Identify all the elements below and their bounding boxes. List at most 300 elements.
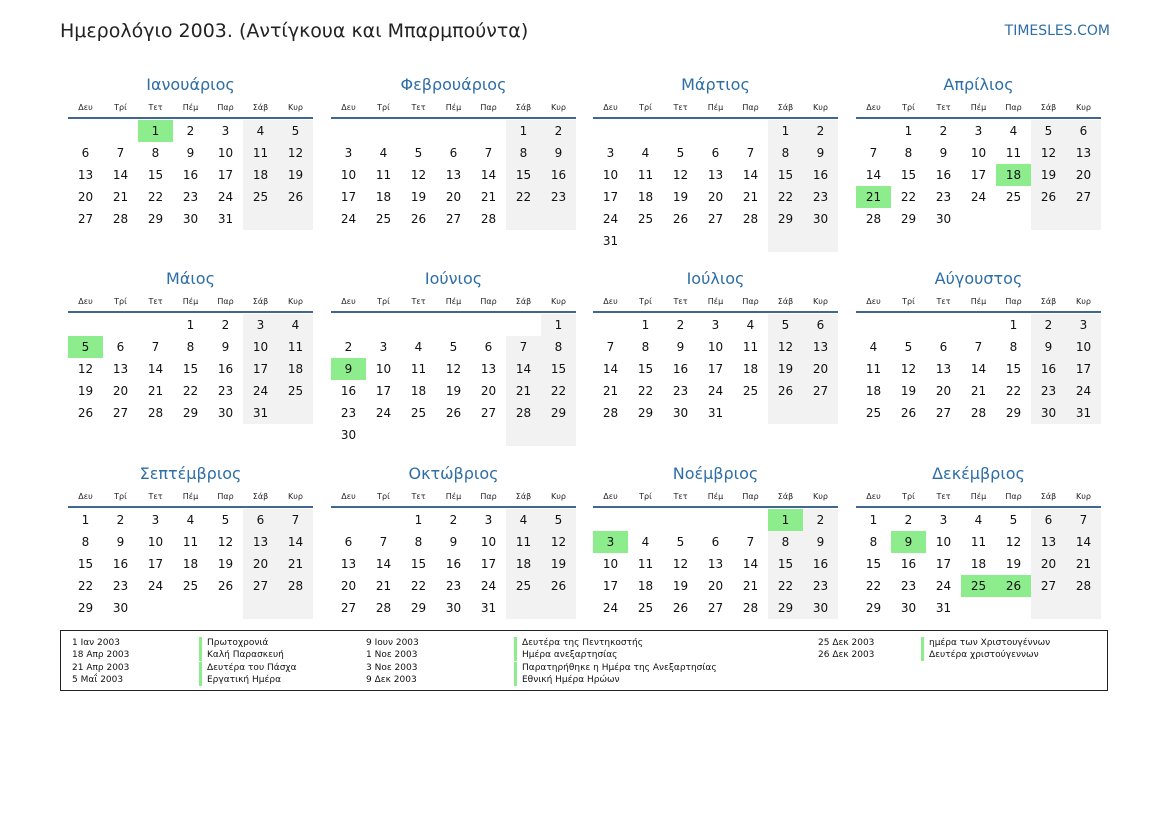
day-cell: 15 [900,168,917,182]
day-cell: 28 [865,212,882,226]
day-cell: 6 [711,146,720,160]
day-cell: 2 [803,120,838,142]
month-calendar [68,72,313,230]
day-cell: 6 [711,535,720,549]
day-cell: 13 [935,362,952,376]
day-cell: 10 [707,340,724,354]
page-title: Ημερολόγιο 2003. (Αντίγκουα και Μπαρμπούντα) [60,20,529,42]
day-cell: 26 [1031,186,1066,208]
holiday-name: Εθνική Ημέρα Ηρώων [514,674,620,686]
day-cell: 11 [375,168,392,182]
day-cell: 7 [116,146,125,160]
day-cell: 8 [414,535,423,549]
day-cell: 12 [278,142,313,164]
day-cell: 2 [676,318,685,332]
day-cell: 20 [707,190,724,204]
day-cell: 1 [414,513,423,527]
days-grid [68,314,313,424]
weekday-label: Παρ [217,492,234,501]
day-cell: 1 [81,513,90,527]
day-cell: 18 [865,384,882,398]
day-cell: 8 [151,146,160,160]
weekday-label: Δευ [866,297,881,306]
day-cell: 19 [672,579,689,593]
holiday-name: Δευτέρα χριστούγεννων [921,649,1039,661]
day-cell: 4 [414,340,423,354]
day-cell: 13 [243,531,278,553]
day-cell: 14 [865,168,882,182]
day-cell: 9 [541,142,576,164]
day-cell: 12 [1005,535,1022,549]
holiday-date: 1 Νοε 2003 [366,650,418,661]
day-cell: 8 [768,531,803,553]
day-cell: 27 [935,406,952,420]
day-cell: 25 [865,406,882,420]
weekday-label: Πέμ [707,297,724,306]
empty-cell [593,120,628,142]
holiday-legend [60,630,1108,691]
day-cell: 11 [182,535,199,549]
day-cell: 30 [340,428,357,442]
day-cell: 7 [151,340,160,354]
weekday-label: Πέμ [182,297,199,306]
weekday-label: Κυρ [288,297,303,306]
day-cell: 30 [182,212,199,226]
day-cell: 1 [541,314,576,336]
day-cell: 26 [77,406,94,420]
day-cell: 1 [138,120,173,142]
holiday-date: 9 Δεκ 2003 [366,674,417,685]
day-cell: 16 [803,553,838,575]
weekday-label: Δευ [603,297,618,306]
day-cell: 16 [217,362,234,376]
day-cell: 20 [112,384,129,398]
day-cell: 24 [340,212,357,226]
day-cell: 18 [243,164,278,186]
empty-cell [366,509,401,531]
empty-cell [541,208,576,230]
day-cell: 14 [278,531,313,553]
day-cell: 9 [803,531,838,553]
day-cell: 30 [445,601,462,615]
day-cell: 17 [340,190,357,204]
day-cell: 14 [1066,531,1101,553]
empty-cell [1066,208,1101,230]
day-cell: 10 [375,362,392,376]
empty-cell [698,120,733,142]
day-cell: 20 [77,190,94,204]
day-cell: 16 [935,168,952,182]
day-cell: 13 [803,336,838,358]
day-cell: 10 [147,535,164,549]
day-cell: 5 [68,336,103,358]
day-cell: 21 [506,380,541,402]
holiday-date: 9 Ιουν 2003 [366,638,419,648]
day-cell: 12 [541,531,576,553]
weekday-label: Πέμ [970,492,987,501]
weekday-label: Τρί [639,297,652,306]
day-cell: 16 [900,557,917,571]
weekday-label: Κυρ [551,297,566,306]
day-cell: 20 [243,553,278,575]
day-cell: 17 [970,168,987,182]
day-cell: 5 [541,509,576,531]
weekday-label: Τετ [673,103,688,112]
weekday-label: Πέμ [445,103,462,112]
weekday-label: Πέμ [707,492,724,501]
day-cell: 30 [1031,402,1066,424]
day-cell: 3 [939,513,948,527]
holiday-name: Ημέρα ανεξαρτησίας [514,649,617,661]
day-cell: 8 [186,340,195,354]
weekday-label: Κυρ [1076,103,1091,112]
empty-cell [243,208,278,230]
day-cell: 27 [243,575,278,597]
day-cell: 28 [742,601,759,615]
weekday-label: Τετ [148,492,163,501]
day-cell: 27 [707,601,724,615]
day-cell: 19 [445,384,462,398]
day-cell: 19 [672,190,689,204]
day-cell: 26 [672,601,689,615]
empty-cell [803,230,838,252]
day-cell: 29 [541,402,576,424]
day-cell: 9 [449,535,458,549]
day-cell: 28 [375,601,392,615]
day-cell: 8 [81,535,90,549]
day-cell: 30 [672,406,689,420]
day-cell: 1 [768,509,803,531]
holiday-date: 25 Δεκ 2003 [818,638,875,648]
day-cell: 3 [593,531,628,553]
day-cell: 1 [1009,318,1018,332]
day-cell: 21 [278,553,313,575]
day-cell: 19 [217,557,234,571]
weekday-label: Σάβ [1040,297,1057,306]
day-cell: 22 [1005,384,1022,398]
day-cell: 11 [243,142,278,164]
day-cell: 17 [1066,358,1101,380]
day-cell: 12 [410,168,427,182]
day-cell: 29 [77,601,94,615]
weekday-header [68,487,313,508]
weekday-label: Δευ [603,492,618,501]
day-cell: 21 [742,579,759,593]
day-cell: 19 [278,164,313,186]
day-cell: 23 [340,406,357,420]
day-cell: 6 [116,340,125,354]
empty-cell [471,120,506,142]
empty-cell [856,120,891,142]
day-cell: 11 [410,362,427,376]
day-cell: 2 [939,124,948,138]
month-name: Ιανουάριος [146,75,235,94]
day-cell: 16 [1031,358,1066,380]
day-cell: 21 [742,190,759,204]
day-cell: 7 [869,146,878,160]
day-cell: 30 [803,208,838,230]
day-cell: 1 [186,318,195,332]
empty-cell [506,597,541,619]
empty-cell [733,402,768,424]
day-cell: 1 [641,318,650,332]
empty-cell [1066,597,1101,619]
day-cell: 5 [278,120,313,142]
day-cell: 21 [602,384,619,398]
empty-cell [366,424,401,446]
days-grid [593,314,838,424]
day-cell: 2 [344,340,353,354]
day-cell: 2 [541,120,576,142]
empty-cell [138,314,173,336]
weekday-label: Δευ [866,103,881,112]
day-cell: 17 [147,557,164,571]
day-cell: 4 [641,146,650,160]
weekday-label: Σάβ [252,297,269,306]
month-calendar [68,266,313,424]
empty-cell [663,230,698,252]
month-calendar [68,461,313,619]
weekday-label: Κυρ [1076,297,1091,306]
weekday-label: Κυρ [551,103,566,112]
day-cell: 25 [278,380,313,402]
day-cell: 28 [278,575,313,597]
day-cell: 12 [77,362,94,376]
day-cell: 22 [147,190,164,204]
day-cell: 5 [768,314,803,336]
empty-cell [961,597,996,619]
day-cell: 27 [707,212,724,226]
day-cell: 22 [865,579,882,593]
day-cell: 2 [803,509,838,531]
day-cell: 7 [379,535,388,549]
day-cell: 9 [331,358,366,380]
weekday-label: Κυρ [813,492,828,501]
empty-cell [208,597,243,619]
day-cell: 5 [676,535,685,549]
weekday-label: Δευ [341,492,356,501]
day-cell: 12 [768,336,803,358]
day-cell: 8 [869,535,878,549]
day-cell: 20 [445,190,462,204]
weekday-label: Παρ [1005,103,1022,112]
empty-cell [401,314,436,336]
weekday-label: Παρ [742,492,759,501]
empty-cell [436,424,471,446]
day-cell: 10 [1066,336,1101,358]
weekday-header [68,292,313,313]
day-cell: 23 [803,186,838,208]
day-cell: 27 [77,212,94,226]
day-cell: 11 [1005,146,1022,160]
day-cell: 7 [746,535,755,549]
day-cell: 31 [1066,402,1101,424]
day-cell: 13 [1031,531,1066,553]
weekday-label: Σάβ [252,103,269,112]
day-cell: 4 [379,146,388,160]
day-cell: 24 [602,601,619,615]
day-cell: 4 [1009,124,1018,138]
day-cell: 8 [541,336,576,358]
day-cell: 5 [1031,120,1066,142]
day-cell: 28 [970,406,987,420]
empty-cell [278,597,313,619]
weekday-label: Παρ [217,297,234,306]
day-cell: 16 [182,168,199,182]
day-cell: 24 [480,579,497,593]
day-cell: 25 [742,384,759,398]
day-cell: 7 [746,146,755,160]
weekday-header [593,487,838,508]
empty-cell [331,120,366,142]
month-calendar [331,266,576,446]
day-cell: 11 [278,336,313,358]
day-cell: 21 [480,190,497,204]
day-cell: 14 [480,168,497,182]
day-cell: 14 [375,557,392,571]
weekday-label: Παρ [480,103,497,112]
day-cell: 26 [410,212,427,226]
weekday-label: Πέμ [182,103,199,112]
day-cell: 2 [449,513,458,527]
day-cell: 19 [410,190,427,204]
day-cell: 6 [344,535,353,549]
weekday-label: Πέμ [182,492,199,501]
day-cell: 22 [768,186,803,208]
month-calendar [593,72,838,252]
day-cell: 15 [541,358,576,380]
day-cell: 30 [112,601,129,615]
month-name: Ιούλιος [686,269,745,288]
day-cell: 13 [445,168,462,182]
day-cell: 10 [935,535,952,549]
day-cell: 30 [217,406,234,420]
empty-cell [506,208,541,230]
day-cell: 6 [449,146,458,160]
day-cell: 18 [182,557,199,571]
site-link[interactable]: TIMESLES.COM [1004,23,1110,39]
month-name: Απρίλιος [943,75,1014,94]
weekday-label: Σάβ [1040,492,1057,501]
day-cell: 24 [1066,380,1101,402]
empty-cell [366,120,401,142]
day-cell: 18 [637,190,654,204]
day-cell: 9 [1031,336,1066,358]
day-cell: 9 [221,340,230,354]
day-cell: 11 [970,535,987,549]
day-cell: 23 [112,579,129,593]
day-cell: 18 [375,190,392,204]
day-cell: 14 [506,358,541,380]
day-cell: 15 [182,362,199,376]
day-cell: 1 [904,124,913,138]
day-cell: 23 [803,575,838,597]
day-cell: 25 [1005,190,1022,204]
day-cell: 1 [768,120,803,142]
day-cell: 29 [410,601,427,615]
month-calendar [331,72,576,230]
day-cell: 23 [445,579,462,593]
day-cell: 10 [602,557,619,571]
day-cell: 25 [637,212,654,226]
day-cell: 9 [939,146,948,160]
day-cell: 20 [480,384,497,398]
day-cell: 17 [243,358,278,380]
day-cell: 25 [243,186,278,208]
day-cell: 21 [112,190,129,204]
day-cell: 22 [77,579,94,593]
day-cell: 23 [935,190,952,204]
day-cell: 15 [77,557,94,571]
day-cell: 12 [672,168,689,182]
empty-cell [401,120,436,142]
empty-cell [103,314,138,336]
weekday-label: Τρί [902,297,915,306]
weekday-label: Τετ [673,297,688,306]
day-cell: 28 [602,406,619,420]
day-cell: 31 [935,601,952,615]
day-cell: 19 [77,384,94,398]
day-cell: 15 [637,362,654,376]
day-cell: 28 [1066,575,1101,597]
month-calendar [331,461,576,619]
day-cell: 16 [340,384,357,398]
day-cell: 15 [147,168,164,182]
day-cell: 14 [602,362,619,376]
day-cell: 12 [900,362,917,376]
holiday-name: Δευτέρα του Πάσχα [199,662,297,674]
day-cell: 31 [602,234,619,248]
day-cell: 26 [672,212,689,226]
day-cell: 18 [278,358,313,380]
day-cell: 29 [147,212,164,226]
day-cell: 3 [344,146,353,160]
day-cell: 2 [1031,314,1066,336]
day-cell: 3 [711,318,720,332]
weekday-label: Τρί [377,492,390,501]
weekday-label: Πέμ [970,103,987,112]
day-cell: 22 [182,384,199,398]
day-cell: 17 [602,190,619,204]
day-cell: 31 [243,402,278,424]
days-grid [68,120,313,230]
day-cell: 18 [996,164,1031,186]
weekday-label: Παρ [1005,492,1022,501]
day-cell: 15 [1005,362,1022,376]
empty-cell [471,424,506,446]
holiday-name: Παρατηρήθηκε η Ημέρα της Ανεξαρτησίας [514,662,717,674]
empty-cell [733,509,768,531]
day-cell: 6 [1031,509,1066,531]
empty-cell [698,509,733,531]
day-cell: 31 [217,212,234,226]
month-name: Φεβρουάριος [400,75,507,94]
empty-cell [803,402,838,424]
empty-cell [593,314,628,336]
weekday-label: Σάβ [515,103,532,112]
day-cell: 20 [935,384,952,398]
empty-cell [138,597,173,619]
weekday-label: Σάβ [777,492,794,501]
weekday-label: Τετ [411,103,426,112]
empty-cell [891,314,926,336]
day-cell: 5 [1009,513,1018,527]
day-cell: 6 [484,340,493,354]
holiday-date: 1 Ιαν 2003 [72,638,120,648]
day-cell: 14 [970,362,987,376]
day-cell: 11 [506,531,541,553]
day-cell: 30 [803,597,838,619]
